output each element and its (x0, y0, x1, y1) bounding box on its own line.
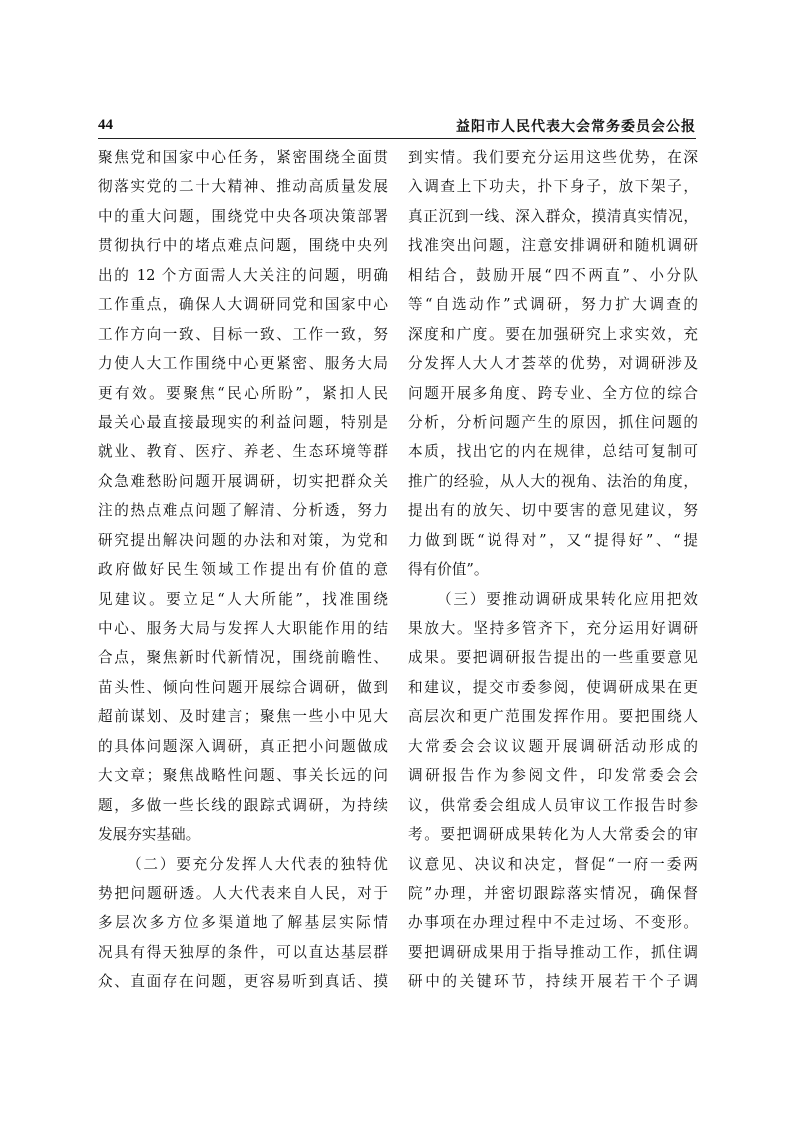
header-rule (98, 138, 696, 139)
section-heading-line (408, 585, 698, 614)
page-header (98, 114, 696, 138)
body-line: 议，供常委会组成人员审议工作报告时参 (408, 796, 698, 814)
right-column (408, 143, 698, 997)
body-line: 高层次和更广范围发挥作用。要把围绕人 (408, 708, 698, 726)
section-heading-line (98, 850, 388, 879)
body-line (98, 879, 388, 908)
body-line: 研中的关键环节，持续开展若干个子调 (408, 973, 698, 991)
body-line: 中心、服务大局与发挥人大职能作用的结 (98, 620, 388, 637)
body-line: 众、直面存在问题，更容易听到真话、摸 (98, 973, 388, 991)
body-line: 要把调研成果用于指导推动工作，抓住调 (408, 943, 698, 961)
journal-title: 益阳市人民代表大会常务委员会公报 (456, 119, 696, 135)
body-line: 找准突出问题，注意安排调研和随机调研 (408, 237, 698, 255)
body-line: 众急难愁盼问题开展调研，切实把群众关 (98, 472, 388, 490)
body-line: 深度和广度。要在加强研究上求实效，充 (408, 325, 698, 343)
body-line: 和建议，提交市委参阅，使调研成果在更 (408, 678, 698, 696)
body-line: 力做到既“说得对”，又“提得好”、“提 (408, 531, 698, 549)
body-line (408, 614, 698, 643)
body-line: 真正沉到一线、深入群众，摸清真实情况， (408, 207, 698, 225)
body-line: 最关心最直接最现实的利益问题，特别是 (98, 413, 388, 431)
body-line: 中的重大问题，围绕党中央各项决策部署 (98, 207, 388, 225)
body-line: 就业、教育、医疗、养老、生态环境等群 (98, 443, 388, 461)
body-line: 提出有的放矢、切中要害的意见建议，努 (408, 502, 698, 520)
body-line: 相结合，鼓励开展“四不两直”、小分队 (408, 266, 698, 284)
body-text: 坚持多管齐下，充分运用好调研 (473, 620, 698, 637)
body-line: 超前谋划、及时建言；聚焦一些小中见大 (98, 708, 388, 726)
body-line: 政府做好民生领域工作提出有价值的意 (98, 561, 388, 579)
body-line: 的具体问题深入调研，真正把小问题做成 (98, 737, 388, 755)
body-line: 合点，聚焦新时代新情况，围绕前瞻性、 (98, 649, 388, 667)
body-line: 成果。要把调研报告提出的一些重要意见 (408, 649, 698, 667)
body-line: 贯彻执行中的堵点难点问题，围绕中央列 (98, 237, 388, 255)
body-line: 工作方向一致、目标一致、工作一致，努 (98, 325, 388, 343)
body-line: 本质，找出它的内在规律，总结可复制可 (408, 443, 698, 461)
body-text: 人大代表来自人民，对于 (212, 884, 388, 902)
body-line: 发展夯实基础。 (98, 826, 201, 844)
section-heading-two: （二）要充分发挥人大代表的独特优 (127, 855, 388, 873)
body-line: 大文章；聚焦战略性问题、事关长远的问 (98, 767, 388, 785)
body-line: 彻落实党的二十大精神、推动高质量发展 (98, 178, 388, 196)
body-line: 议意见、决议和决定，督促“一府一委两 (408, 855, 698, 873)
body-line: 更有效。要聚焦“民心所盼”，紧扣人民 (98, 384, 388, 402)
body-line: 大常委会会议议题开展调研活动形成的 (408, 737, 698, 755)
body-line: 研究提出解决问题的办法和对策，为党和 (98, 531, 388, 549)
body-line: 办事项在办理过程中不走过场、不变形。 (408, 914, 698, 932)
body-line: 多层次多方位多渠道地了解基层实际情 (98, 914, 388, 932)
section-heading-three: （三）要推动调研成果转化应用把效 (437, 590, 698, 608)
body-line: 问题开展多角度、跨专业、全方位的综合 (408, 384, 698, 402)
body-line: 苗头性、倾向性问题开展综合调研，做到 (98, 678, 388, 696)
body-line: 注的热点难点问题了解清、分析透，努力 (98, 502, 388, 520)
body-line: 题，多做一些长线的跟踪式调研，为持续 (98, 796, 388, 814)
page-number: 44 (98, 117, 113, 133)
body-line: 聚焦党和国家中心任务，紧密围绕全面贯 (98, 149, 388, 166)
body-line: 出的 12 个方面需人大关注的问题，明确 (98, 266, 388, 284)
body-line: 见建议。要立足“人大所能”，找准围绕 (98, 590, 388, 608)
body-line: 调研报告作为参阅文件，印发常委会会 (408, 767, 698, 785)
body-line: 况具有得天独厚的条件，可以直达基层群 (98, 943, 388, 961)
body-line: 入调查上下功夫，扑下身子，放下架子， (408, 178, 698, 196)
body-line: 院”办理，并密切跟踪落实情况，确保督 (408, 884, 698, 902)
body-line: 推广的经验，从人大的视角、法治的角度， (408, 472, 698, 490)
body-line: 到实情。我们要充分运用这些优势，在深 (408, 149, 698, 166)
section-heading-three-continued: 果放大。 (408, 620, 474, 637)
body-line: 力使人大工作围绕中心更紧密、服务大局 (98, 355, 388, 373)
body-line: 等“自选动作”式调研，努力扩大调查的 (408, 296, 698, 314)
body-line: 工作重点，确保人大调研同党和国家中心 (98, 296, 388, 314)
body-line: 分发挥人大人才荟萃的优势，对调研涉及 (408, 355, 698, 373)
section-heading-two-continued: 势把问题研透。 (98, 884, 213, 902)
left-column (98, 143, 388, 997)
body-line: 得有价值”。 (408, 561, 489, 579)
body-line: 分析，分析问题产生的原因，抓住问题的 (408, 413, 698, 431)
body-line: 考。要把调研成果转化为人大常委会的审 (408, 826, 698, 844)
